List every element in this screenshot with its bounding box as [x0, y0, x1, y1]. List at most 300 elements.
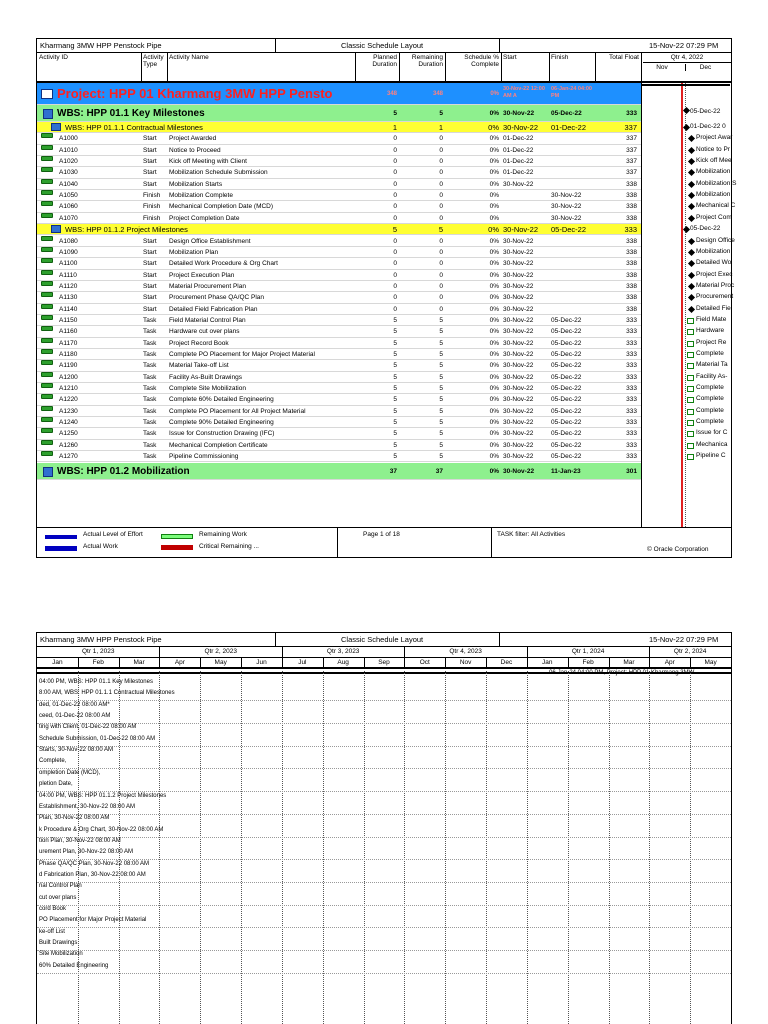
activity-bar-icon	[41, 292, 53, 297]
activity-bar-icon	[41, 326, 53, 331]
activity-bar-icon	[41, 338, 53, 343]
start-date: 30-Nov-22	[503, 328, 534, 336]
finish-date: 05-Dec-22	[551, 407, 582, 415]
activity-name: Project Completion Date	[169, 214, 240, 222]
activity-id: A1140	[59, 305, 78, 313]
task-bar-icon[interactable]	[687, 409, 694, 415]
activity-name: Detailed Work Procedure & Org Chart	[169, 260, 278, 268]
activity-row[interactable]	[37, 270, 641, 281]
wbs-row[interactable]	[37, 105, 641, 122]
bar-label: k Procedure & Org Chart, 30-Nov-22 08:00 AM	[39, 826, 164, 833]
remaining-duration: 5	[439, 396, 443, 404]
total-float: 338	[626, 282, 637, 290]
task-bar-icon[interactable]	[687, 329, 694, 335]
total-float: 337	[626, 158, 637, 166]
activity-row[interactable]	[37, 281, 641, 292]
milestone-icon[interactable]	[688, 260, 695, 267]
task-bar-icon[interactable]	[687, 431, 694, 437]
report-datetime: 15-Nov-22 07:29 PM	[649, 41, 719, 50]
activity-row[interactable]	[37, 428, 641, 439]
planned-duration: 1	[392, 123, 397, 132]
schedule-pct: 0%	[489, 373, 499, 381]
activity-type: Finish	[143, 203, 161, 211]
planned-duration: 5	[393, 362, 397, 370]
task-bar-icon[interactable]	[687, 420, 694, 426]
total-float: 338	[626, 192, 637, 200]
milestone-icon[interactable]	[688, 306, 695, 313]
milestone-icon[interactable]	[688, 272, 695, 279]
gantt-bar-label: Procurement	[696, 293, 734, 301]
total-float: 333	[626, 110, 637, 117]
activity-id: A1270	[59, 453, 78, 461]
activity-id: A1260	[59, 441, 78, 449]
activity-type: Task	[143, 373, 157, 381]
activity-bar-icon	[41, 417, 53, 422]
page-header-2	[37, 633, 731, 647]
activity-row[interactable]	[37, 190, 641, 201]
gantt-bar-label: 01-Dec-22 0	[690, 123, 726, 130]
activity-row[interactable]	[37, 326, 641, 337]
bar-label: 60% Detailed Engineering	[39, 962, 109, 969]
schedule-pct: 0%	[489, 110, 499, 117]
gantt-bar-label: Complete	[696, 384, 724, 392]
gantt-chart	[641, 83, 737, 527]
start-date: 01-Dec-22	[503, 158, 534, 166]
total-float: 338	[626, 260, 637, 268]
activity-row[interactable]	[37, 315, 641, 326]
activity-type: Start	[143, 248, 157, 256]
activity-row[interactable]	[37, 292, 641, 303]
month-label: Apr	[174, 659, 185, 666]
schedule-pct: 0%	[489, 237, 499, 245]
activity-id: A1020	[59, 158, 78, 166]
wbs-name: WBS: HPP 01.2 Mobilization	[57, 465, 190, 477]
activity-row[interactable]	[37, 236, 641, 247]
activity-bar-icon	[41, 167, 53, 172]
activity-name: Mobilization Schedule Submission	[169, 169, 268, 177]
gantt-bar-label: Project Awar	[696, 134, 733, 142]
activity-name: Mobilization Starts	[169, 180, 223, 188]
gantt-bar-label: Complete	[696, 395, 724, 403]
activity-type: Start	[143, 180, 157, 188]
milestone-icon[interactable]	[688, 147, 695, 154]
finish-date: 05-Dec-22	[551, 339, 582, 347]
remaining-duration: 0	[439, 135, 443, 143]
activity-name: Pipeline Commissioning	[169, 453, 239, 461]
remaining-duration: 5	[439, 373, 443, 381]
wbs-name: WBS: HPP 01.1.1 Contractual Milestones	[65, 123, 203, 132]
schedule-pct: 0%	[489, 351, 499, 358]
gantt-bar-label: Field Mate	[696, 315, 727, 323]
remaining-duration: 0	[439, 214, 443, 222]
task-bar-icon[interactable]	[687, 375, 694, 381]
gantt-bar-label: Complete	[696, 350, 724, 357]
col-activity-type[interactable]: Activity Type	[143, 54, 164, 68]
milestone-icon[interactable]	[688, 294, 695, 301]
activity-bar-icon	[41, 349, 53, 354]
activity-type: Start	[143, 135, 157, 143]
month-label: Feb	[92, 659, 104, 666]
planned-duration: 0	[393, 260, 397, 268]
schedule-pct: 0%	[489, 305, 499, 313]
remaining-duration: 5	[438, 225, 443, 235]
month-label: May	[214, 659, 227, 666]
planned-duration: 0	[393, 214, 397, 222]
activity-row[interactable]	[37, 360, 641, 371]
activity-row[interactable]	[37, 258, 641, 269]
activity-name: Complete Site Mobilization	[169, 385, 246, 393]
timescale-months	[37, 658, 731, 669]
planned-duration: 0	[393, 237, 397, 245]
activity-row[interactable]	[37, 247, 641, 258]
wbs-icon	[43, 467, 53, 477]
schedule-pct: 0%	[488, 225, 499, 235]
col-total-float[interactable]: Total Float	[609, 54, 639, 61]
task-bar-icon[interactable]	[687, 341, 694, 347]
remaining-duration: 5	[439, 328, 443, 336]
col-finish[interactable]: Finish	[551, 54, 569, 61]
remaining-duration: 5	[439, 419, 443, 427]
activity-type: Task	[143, 351, 157, 358]
schedule-pct: 0%	[488, 123, 499, 132]
legend	[37, 527, 731, 557]
planned-duration: 0	[393, 146, 397, 154]
start-date: 30-Nov-22	[503, 225, 539, 235]
wbs-row[interactable]	[37, 224, 641, 235]
finish-date: 05-Dec-22	[551, 396, 582, 404]
month-label: Nov	[459, 659, 472, 666]
activity-id: A1090	[59, 248, 78, 256]
start-date: 30-Nov-22	[503, 407, 534, 415]
activity-name: Facility As-Built Drawings	[169, 373, 242, 381]
month-label: Aug	[337, 659, 349, 666]
layout-name-2: Classic Schedule Layout	[341, 635, 424, 644]
task-bar-icon[interactable]	[687, 397, 694, 403]
activity-bar-icon	[41, 190, 53, 195]
remaining-duration: 0	[439, 248, 443, 256]
gantt-bar-label: Mechanical C	[696, 202, 736, 210]
finish-date: 05-Dec-22	[551, 316, 582, 324]
activity-name: Material Procurement Plan	[169, 282, 246, 290]
month-label: Jan	[52, 659, 63, 666]
start-date: 30-Nov-22	[503, 373, 534, 381]
remaining-duration: 1	[438, 123, 443, 132]
activity-bar-icon	[41, 383, 53, 388]
activity-name: Project Record Book	[169, 339, 229, 347]
gantt-bar-label: Detailed Wo	[696, 259, 732, 267]
activity-row[interactable]	[37, 372, 641, 383]
activity-id: A1160	[59, 328, 78, 336]
activity-bar-icon	[41, 145, 53, 150]
activity-name: Complete 60% Detailed Engineering	[169, 396, 274, 404]
schedule-pct: 0%	[489, 396, 499, 404]
finish-date: 05-Dec-22	[551, 225, 587, 235]
finish-date: 30-Nov-22	[551, 214, 582, 222]
remaining-duration: 5	[439, 453, 443, 461]
activity-type: Start	[143, 271, 157, 279]
total-float: 333	[624, 225, 637, 235]
activity-bar-icon	[41, 394, 53, 399]
timescale-quarter: Qtr 4, 2022	[643, 54, 731, 63]
activity-bar-icon	[41, 360, 53, 365]
col-activity-name[interactable]: Activity Name	[169, 54, 209, 61]
wbs-row[interactable]	[37, 463, 641, 480]
start-date: 30-Nov-22	[503, 385, 534, 393]
gantt-bar-label: Mobilization	[696, 168, 731, 176]
project-row[interactable]: Project: HPP 01 Kharmang 3MW HPP Pensto 348 348 0% 30-Nov-22 12:00 AM A 06-Jan-24 04:00 PM	[37, 83, 641, 105]
planned-duration: 0	[393, 169, 397, 177]
activity-name: Complete PO Placement for All Project Material	[169, 407, 306, 415]
start-date: 30-Nov-22	[503, 441, 534, 449]
schedule-page-1	[36, 38, 737, 558]
schedule-pct: 0%	[489, 203, 499, 211]
activity-bar-icon	[41, 304, 53, 309]
activity-row[interactable]	[37, 394, 641, 405]
activity-row[interactable]	[37, 383, 641, 394]
activity-id: A1050	[59, 192, 78, 200]
total-float: 333	[626, 351, 637, 358]
activity-id: A1070	[59, 214, 78, 222]
bar-label: 8:00 AM, WBS: HPP 01.1.1 Contractual Milestones	[39, 690, 175, 697]
schedule-pct: 0%	[489, 339, 499, 347]
schedule-pct: 0%	[489, 430, 499, 438]
gantt-bar-label: Project Com	[696, 213, 732, 221]
wbs-icon	[51, 225, 61, 233]
start-date: 30-Nov-22	[503, 180, 534, 188]
start-date: 30-Nov-22	[503, 453, 534, 461]
bar-label: Phase QA/QC Plan, 30-Nov-22 08:00 AM	[39, 860, 150, 867]
planned-duration: 0	[393, 180, 397, 188]
task-bar-icon[interactable]	[687, 318, 694, 324]
activity-name: Project Execution Plan	[169, 271, 235, 279]
wbs-row[interactable]	[37, 122, 641, 133]
milestone-icon[interactable]	[688, 158, 695, 165]
page-header	[37, 39, 731, 53]
col-schedule-pct[interactable]: Schedule % Complete	[464, 54, 499, 68]
layout-name: Classic Schedule Layout	[341, 41, 424, 50]
total-float: 338	[626, 305, 637, 313]
gantt-bar-label: Mechanica	[696, 440, 728, 448]
gantt-bar-label: Design Office	[696, 236, 735, 244]
activity-id: A1130	[59, 294, 78, 302]
planned-duration: 37	[389, 467, 397, 475]
column-header	[37, 53, 731, 83]
bar-label: Starts, 30-Nov-22 08:00 AM	[39, 747, 114, 754]
milestone-icon[interactable]	[688, 181, 695, 188]
project-bar-label: 06-Jan-24 04:00 PM, Project: HPP 01 Kharmang 3MW	[549, 670, 695, 676]
quarter-label: Qtr 4, 2023	[449, 648, 482, 655]
bar-label: Schedule Submission, 01-Dec-22 08:00 AM	[39, 735, 156, 742]
remaining-duration: 0	[439, 237, 443, 245]
task-bar-icon[interactable]	[687, 363, 694, 369]
activity-id: A1030	[59, 169, 78, 177]
bar-label: Plan, 30-Nov-22 08:00 AM	[39, 815, 110, 822]
activity-row[interactable]	[37, 304, 641, 315]
activity-bar-icon	[41, 315, 53, 320]
total-float: 338	[626, 203, 637, 211]
bar-label: cut over plans	[39, 894, 77, 901]
bar-label: 04:00 PM, WBS: HPP 01.1.2 Project Milestones	[39, 792, 167, 799]
schedule-pct: 0%	[489, 260, 499, 268]
total-float: 333	[626, 441, 637, 449]
activity-row[interactable]	[37, 349, 641, 360]
activity-type: Task	[143, 453, 157, 461]
gantt-bar-label: 05-Dec-22	[690, 108, 721, 115]
remaining-duration: 5	[439, 407, 443, 415]
activity-row[interactable]	[37, 145, 641, 156]
bar-label: urement Plan, 30-Nov-22 08:00 AM	[39, 849, 134, 856]
schedule-pct: 0%	[489, 248, 499, 256]
planned-duration: 5	[393, 339, 397, 347]
activity-name: Mobilization Plan	[169, 248, 219, 256]
total-float: 333	[626, 316, 637, 324]
activity-id: A1200	[59, 373, 78, 381]
gantt-bar-label: Facility As-	[696, 372, 728, 380]
quarter-label: Qtr 2, 2024	[673, 648, 707, 655]
schedule-pct: 0%	[489, 135, 499, 143]
milestone-icon[interactable]	[688, 135, 695, 142]
start-date: 30-Nov-22	[503, 316, 534, 324]
finish-date: 05-Dec-22	[551, 373, 582, 381]
total-float: 338	[626, 271, 637, 279]
activity-id: A1060	[59, 203, 78, 211]
activity-row[interactable]	[37, 179, 641, 190]
schedule-pct: 0%	[489, 385, 499, 393]
total-float: 333	[626, 430, 637, 438]
start-date: 30-Nov-22	[503, 419, 534, 427]
activity-name: Kick off Meeting with Client	[169, 158, 247, 166]
activity-bar-icon	[41, 201, 53, 206]
milestone-icon[interactable]	[688, 249, 695, 256]
month-label: Dec	[500, 659, 513, 666]
finish-date: 01-Dec-22	[551, 123, 587, 132]
wbs-name: WBS: HPP 01.1 Key Milestones	[57, 108, 205, 119]
col-planned-duration[interactable]: Planned Duration	[372, 54, 397, 68]
finish-date: 05-Dec-22	[551, 328, 582, 336]
remaining-duration: 0	[439, 169, 443, 177]
planned-duration: 0	[393, 282, 397, 290]
col-remaining-duration[interactable]: Remaining Duration	[411, 54, 443, 68]
activity-row[interactable]	[37, 417, 641, 428]
page-number: Page 1 of 18	[363, 531, 400, 538]
remaining-duration: 0	[439, 158, 443, 166]
activity-row[interactable]	[37, 201, 641, 212]
total-float: 338	[626, 214, 637, 222]
remaining-duration: 0	[439, 260, 443, 268]
start-date: 30-Nov-22	[503, 467, 535, 475]
milestone-icon[interactable]	[688, 283, 695, 290]
month-label: Apr	[664, 659, 675, 666]
planned-duration: 0	[393, 294, 397, 302]
activity-name: Design Office Establishment	[169, 237, 251, 245]
gantt-bar-label: Kick off Mee	[696, 157, 732, 165]
gantt-bar-label: Notice to Pr	[696, 145, 730, 153]
col-activity-id[interactable]: Activity ID	[39, 54, 68, 61]
col-start[interactable]: Start	[503, 54, 517, 61]
start-date: 30-Nov-22	[503, 248, 534, 256]
bar-label: ompletion Date (MCD),	[39, 769, 101, 776]
finish-date: 05-Dec-22	[551, 419, 582, 427]
remaining-duration: 5	[439, 362, 443, 370]
activity-row[interactable]	[37, 406, 641, 417]
activity-type: Task	[143, 385, 157, 393]
activity-name: Notice to Proceed	[169, 146, 221, 154]
total-float: 333	[626, 396, 637, 404]
activity-type: Task	[143, 362, 157, 370]
activity-name: Procurement Phase QA/QC Plan	[169, 294, 265, 302]
activity-type: Start	[143, 282, 157, 290]
gantt-bar-label: Mobilization S	[696, 179, 737, 187]
activity-row[interactable]	[37, 156, 641, 167]
task-bar-icon[interactable]	[687, 386, 694, 392]
start-date: 01-Dec-22	[503, 146, 534, 154]
activity-name: Mobilization Complete	[169, 192, 233, 200]
total-float: 333	[626, 453, 637, 461]
task-bar-icon[interactable]	[687, 443, 694, 449]
activity-bar-icon	[41, 258, 53, 263]
task-bar-icon[interactable]	[687, 352, 694, 358]
activity-type: Task	[143, 396, 157, 404]
milestone-icon[interactable]	[688, 237, 695, 244]
total-float: 333	[626, 339, 637, 347]
activity-row[interactable]	[37, 213, 641, 224]
activity-bar-icon	[41, 406, 53, 411]
activity-row[interactable]	[37, 338, 641, 349]
schedule-pct: 0%	[489, 158, 499, 166]
planned-duration: 0	[393, 203, 397, 211]
total-float: 333	[626, 385, 637, 393]
gantt-bar-label: Material Ta	[696, 361, 728, 369]
activity-id: A1170	[59, 339, 78, 347]
quarter-label: Qtr 1, 2024	[571, 648, 605, 655]
milestone-icon[interactable]	[688, 203, 695, 210]
schedule-pct: 0%	[489, 453, 499, 461]
task-bar-icon[interactable]	[687, 454, 694, 460]
bar-label: Built Drawings	[39, 940, 78, 947]
activity-bar-icon	[41, 236, 53, 241]
remaining-duration: 0	[439, 282, 443, 290]
gantt-bar-label: Issue for C	[696, 429, 728, 437]
activity-row[interactable]	[37, 451, 641, 462]
remaining-duration: 0	[439, 146, 443, 154]
milestone-icon[interactable]	[688, 215, 695, 222]
finish-date: 30-Nov-22	[551, 192, 582, 200]
month-label: Jun	[256, 659, 267, 666]
remaining-duration: 5	[439, 430, 443, 438]
activity-row[interactable]	[37, 440, 641, 451]
planned-duration: 5	[393, 407, 397, 415]
milestone-icon[interactable]	[688, 169, 695, 176]
planned-duration: 0	[393, 135, 397, 143]
activity-bar-icon	[41, 133, 53, 138]
activity-id: A1240	[59, 419, 78, 427]
remaining-duration: 0	[439, 203, 443, 211]
timescale-month-dec: Dec	[685, 64, 725, 71]
milestone-icon[interactable]	[688, 192, 695, 199]
finish-date: 05-Dec-22	[551, 110, 582, 117]
activity-name: Issue for Construction Drawing (IFC)	[169, 430, 275, 438]
activity-id: A1120	[59, 282, 78, 290]
activity-id: A1250	[59, 430, 78, 438]
activity-row[interactable]	[37, 167, 641, 178]
planned-duration: 5	[392, 225, 397, 235]
activity-type: Start	[143, 260, 157, 268]
activity-row[interactable]	[37, 133, 641, 144]
finish-date: 30-Nov-22	[551, 203, 582, 211]
activity-name: Material Take-off List	[169, 362, 229, 370]
activity-bar-icon	[41, 281, 53, 286]
activity-id: A1040	[59, 180, 78, 188]
